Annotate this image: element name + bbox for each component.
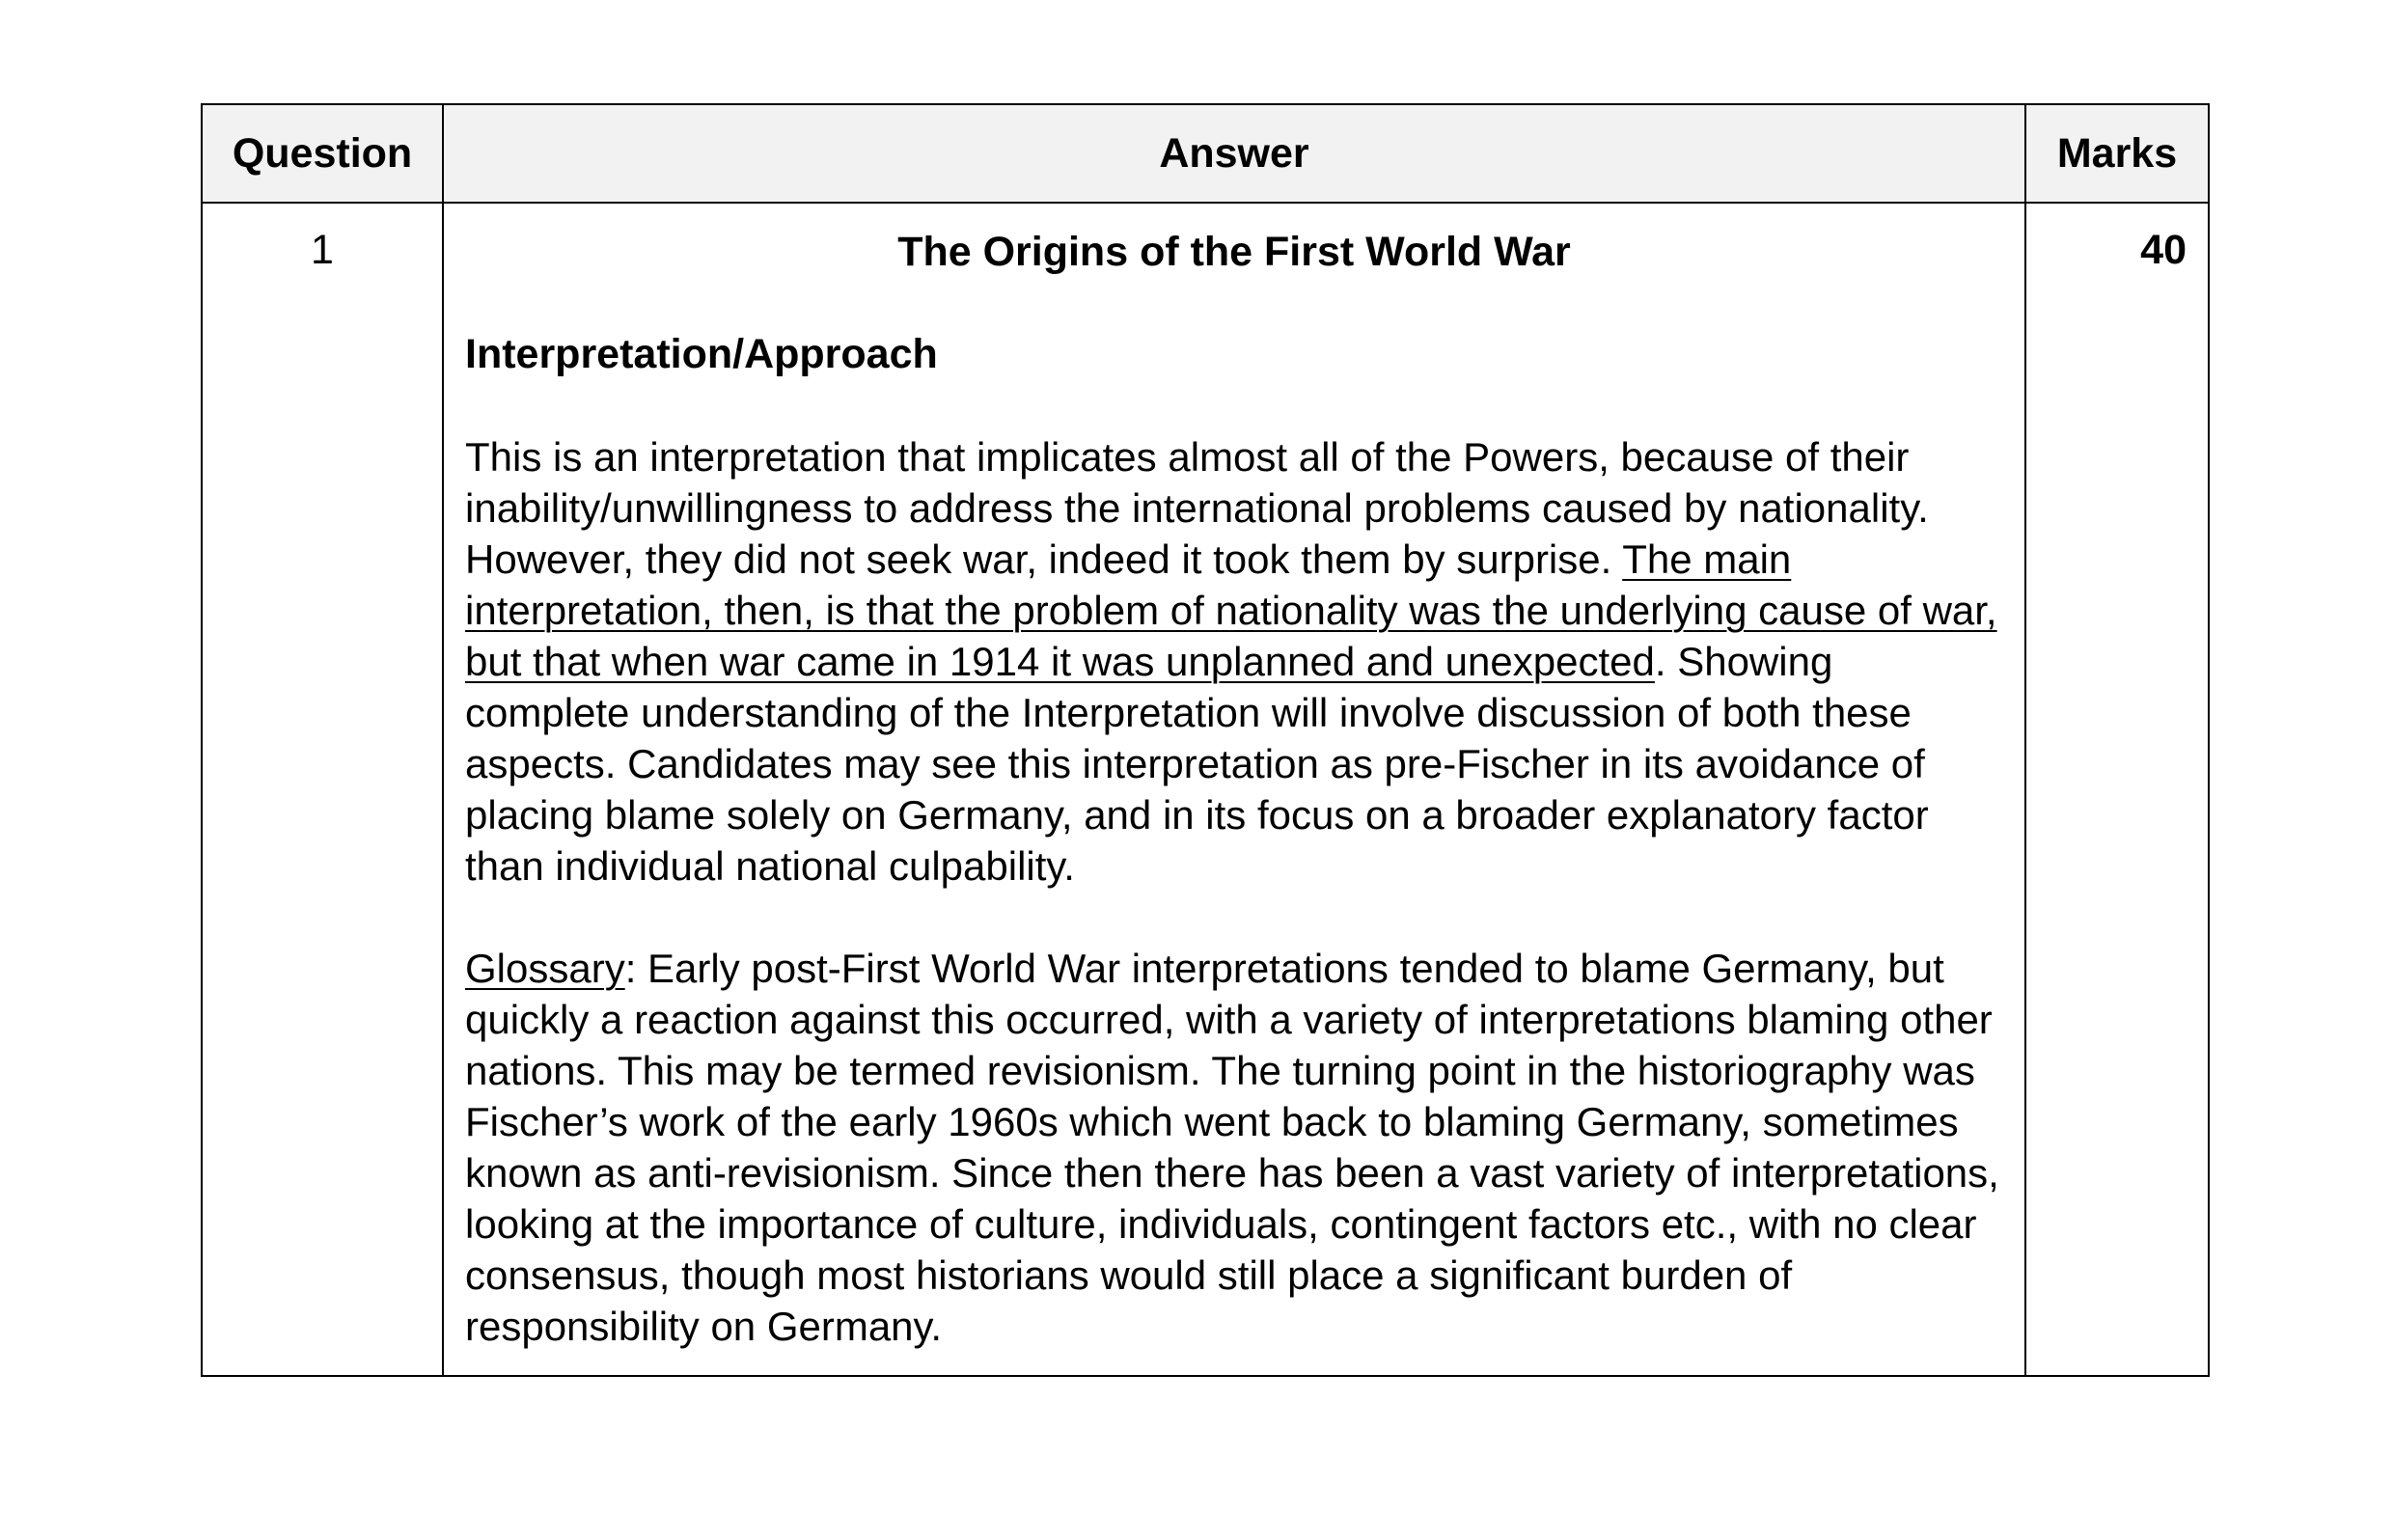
answer-title: The Origins of the First World War (897, 229, 1571, 275)
answer-subheading: Interpretation/Approach (465, 331, 938, 377)
table-header (202, 104, 2209, 203)
table-row (202, 203, 2209, 1376)
header-question: Question (202, 104, 443, 203)
table-body (202, 203, 2209, 1376)
glossary-text: : Early post-First World War interpretations tended to blame Germany, but quickly a reaction against this occurred, with a variety of interpretations blaming other nations. This may be termed revisionism. The turning point in the historiography was Fischer’s work of the early 1960s which went back to blaming Germany, sometimes known as anti-revisionism. Since then there has been a vast variety of interpretations, looking at the importance of culture, individuals, contingent factors etc., with no clear consensus, though most historians would still place a significant burden of responsibility on Germany. (465, 946, 1999, 1349)
header-row (202, 104, 2209, 203)
main-interpretation-underlined: The main interpretation, then, is that the problem of nationality was the underlying cause of war, but that when war came in 1914 it was unplanned and unexpected (465, 536, 1997, 684)
interpretation-rest: . Showing complete understanding of the Interpretation will involve discussion of both these aspects. Candidates may see this interpretation as pre-Fischer in its avoidance of placing blame solely on Germany, and in its focus on a broader explanatory factor than individual national culpability. (465, 639, 1929, 889)
interpretation-intro: This is an interpretation that implicates almost all of the Powers, because of their inability/unwillingness to address the international problems caused by nationality. However, they did not seek war, indeed it took them by surprise. (465, 434, 1929, 582)
glossary-label: Glossary (465, 946, 625, 991)
header-answer: Answer (443, 104, 2025, 203)
glossary-paragraph (465, 943, 2003, 1352)
mark-scheme-table (201, 103, 2210, 1377)
header-marks: Marks (2025, 104, 2209, 203)
answer-cell (443, 203, 2025, 1376)
interpretation-paragraph (465, 431, 2003, 892)
marks-value: 40 (2025, 203, 2209, 1376)
question-number: 1 (202, 203, 443, 1376)
